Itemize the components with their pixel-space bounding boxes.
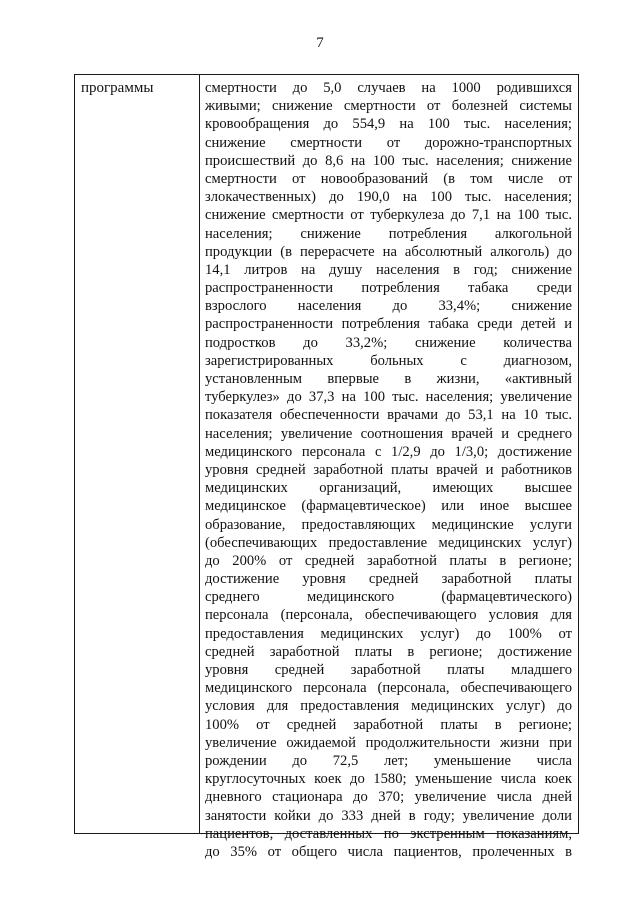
document-table bbox=[74, 74, 579, 860]
page-number: 7 bbox=[316, 35, 324, 51]
text-line: до 200% от средней заработной платы в регионе; bbox=[205, 552, 572, 569]
text-line: медицинского персонала (персонала, обеспечивающего bbox=[205, 680, 572, 697]
text-line: медицинское (фармацевтическое) или иное высшее bbox=[205, 498, 572, 515]
text-line: образование, предоставляющих медицинские услуги bbox=[205, 516, 572, 533]
text-line: медицинских организаций, имеющих высшее bbox=[205, 480, 572, 497]
text-line: до 35% от общего числа пациентов, пролеченных в bbox=[205, 843, 572, 860]
text-line: (обеспечивающих предоставление медицинских услуг) bbox=[205, 534, 572, 551]
text-line: предоставления медицинских услуг) до 100% от bbox=[205, 625, 572, 642]
text-line: средней заработной платы в регионе; достижение bbox=[205, 643, 572, 660]
text-line: показателя обеспеченности врачами до 53,1 на 10 тыс. bbox=[205, 407, 572, 424]
text-line: продукции (в перерасчете на абсолютный алкоголь) до bbox=[205, 243, 572, 260]
text-line: пациентов, доставленных по экстренным показаниям, bbox=[205, 825, 572, 842]
text-line: 14,1 литров на душу населения в год; снижение bbox=[205, 261, 572, 278]
text-line: условия для предоставления медицинских услуг) до bbox=[205, 698, 572, 715]
left-cell-label: программы bbox=[81, 80, 154, 96]
text-line: рождении до 72,5 лет; уменьшение числа bbox=[205, 752, 572, 769]
text-line: дневного стационара до 370; увеличение числа дней bbox=[205, 789, 572, 806]
text-line: смертности до 5,0 случаев на 1000 родившихся bbox=[205, 80, 572, 96]
text-line: злокачественных) до 190,0 на 100 тыс. населения; bbox=[205, 189, 572, 206]
right-cell-text bbox=[205, 79, 572, 861]
text-line: подростков до 33,2%; снижение количества bbox=[205, 334, 572, 351]
text-line: снижение смертности от туберкулеза до 7,1 на 100 тыс. bbox=[205, 207, 572, 224]
text-line: распространенности потребления табака среди bbox=[205, 280, 572, 297]
text-line: достижение уровня средней заработной платы bbox=[205, 571, 572, 588]
text-line: кровообращения до 554,9 на 100 тыс. населения; bbox=[205, 116, 572, 133]
text-line: занятости койки до 333 дней в году; увеличение доли bbox=[205, 807, 572, 824]
text-line: взрослого населения до 33,4%; снижение bbox=[205, 298, 572, 315]
text-line: снижение смертности от дорожно-транспортных bbox=[205, 134, 572, 151]
text-line: уровня средней заработной платы врачей и работников bbox=[205, 461, 572, 478]
text-line: населения; увеличение соотношения врачей и среднего bbox=[205, 425, 572, 442]
text-line: происшествий до 8,6 на 100 тыс. населения; снижение bbox=[205, 152, 572, 169]
text-line: увеличение ожидаемой продолжительности жизни при bbox=[205, 734, 572, 751]
column-divider bbox=[199, 75, 200, 833]
text-line: распространенности потребления табака среди детей и bbox=[205, 316, 572, 333]
text-line: зарегистрированных больных с диагнозом, bbox=[205, 352, 572, 369]
text-line: медицинского персонала с 1/2,9 до 1/3,0; достижение bbox=[205, 443, 572, 460]
text-line: населения; снижение потребления алкогольной bbox=[205, 225, 572, 242]
text-line: 100% от средней заработной платы в регионе; bbox=[205, 716, 572, 733]
text-line: живыми; снижение смертности от болезней системы bbox=[205, 98, 572, 115]
text-line: смертности от новообразований (в том числе от bbox=[205, 170, 572, 187]
text-line: среднего медицинского (фармацевтического) bbox=[205, 589, 572, 606]
text-line: установленным впервые в жизни, «активный bbox=[205, 371, 572, 387]
text-line: уровня средней заработной платы младшего bbox=[205, 662, 572, 678]
text-line: круглосуточных коек до 1580; уменьшение числа коек bbox=[205, 771, 572, 788]
text-line: туберкулез» до 37,3 на 100 тыс. населения; увеличение bbox=[205, 389, 572, 406]
text-line: персонала (персонала, обеспечивающего условия для bbox=[205, 607, 572, 624]
